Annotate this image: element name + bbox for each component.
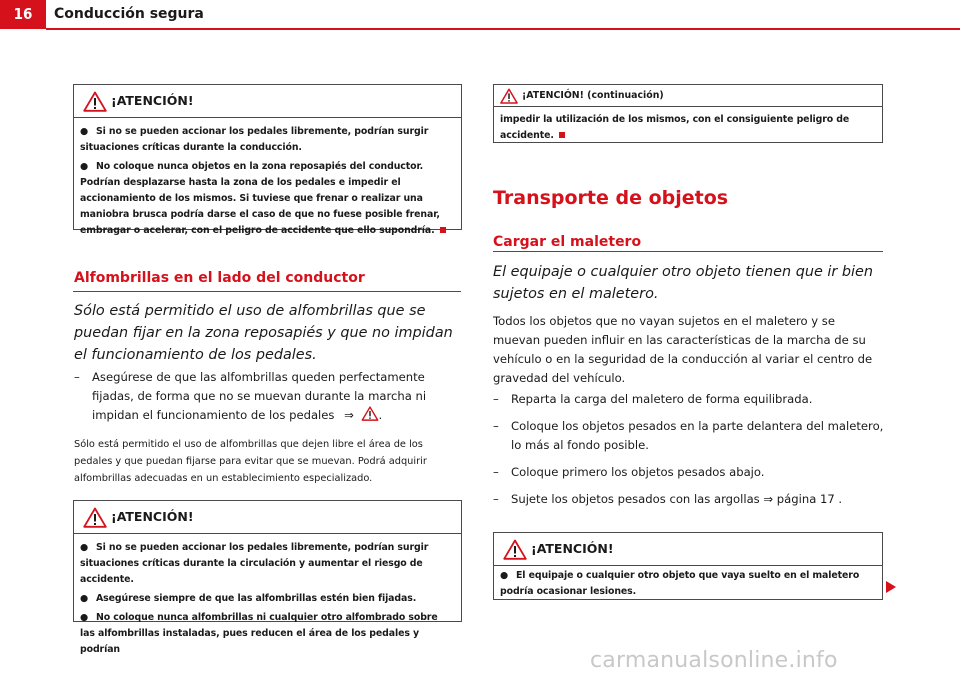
warning-body — [494, 566, 882, 600]
bullet-icon: ● — [80, 612, 89, 623]
section-note: Sólo está permitido el uso de alfombrillas que dejen libre el área de los pedales y que puedan fijarse para evitar que se muevan. Podrá adquirir alfombrillas adecuadas en un establecimiento especializado. — [74, 439, 427, 484]
bullet-icon: ● — [80, 161, 89, 172]
instruction-step: – Coloque los objetos pesados en la parte delantera del maletero, lo más al fondo posible. — [493, 419, 884, 452]
chapter-heading-transport: Transporte de objetos — [493, 187, 729, 209]
warning-triangle-icon — [500, 88, 518, 104]
warning-item: ● El equipaje o cualquier otro objeto que vaya suelto en el maletero podría ocasionar lesiones. — [500, 570, 860, 597]
watermark: carmanualsonline.info — [590, 648, 838, 673]
warning-item: ● Si no se pueden accionar los pedales libremente, podrían surgir situaciones críticas durante la conducción. — [80, 126, 429, 153]
reference-arrow: ⇒ — [344, 408, 354, 422]
bullet-icon: ● — [80, 542, 89, 553]
warning-triangle-icon — [503, 539, 527, 560]
warning-header — [74, 501, 461, 534]
instruction-step: – Reparta la carga del maletero de forma equilibrada. — [493, 392, 813, 406]
warning-header — [494, 85, 882, 107]
warning-item: impedir la utilización de los mismos, con el consiguiente peligro de accidente. — [500, 114, 850, 141]
page-number: 16 — [0, 0, 46, 29]
heading-rule — [493, 251, 883, 252]
warning-title: ¡ATENCIÓN! — [531, 541, 614, 556]
warning-triangle-icon — [361, 406, 379, 421]
warning-body — [74, 534, 461, 658]
warning-box-continuation — [493, 84, 883, 143]
section-paragraph: Todos los objetos que no vayan sujetos en el maletero y se muevan pueden influir en las características de la marcha de su vehículo o en la seguridad de la conducción al variar el centro de gravedad del vehículo. — [493, 314, 873, 385]
instruction-step: – Sujete los objetos pesados con las argollas ⇒ página 17 . — [493, 492, 843, 506]
running-header-title: Conducción segura — [54, 6, 204, 22]
header-rule — [46, 28, 960, 30]
warning-item: ● Asegúrese siempre de que las alfombrillas estén bien fijadas. — [80, 591, 455, 607]
warning-triangle-icon — [83, 91, 107, 112]
section-heading-load-trunk: Cargar el maletero — [493, 234, 642, 250]
warning-box-pedals — [73, 84, 462, 236]
warning-body — [74, 118, 461, 239]
warning-item: ● Si no se pueden accionar los pedales libremente, podrían surgir situaciones críticas durante la circulación y aumentar el riesgo de accidente. — [80, 542, 429, 585]
warning-triangle-icon — [83, 507, 107, 528]
warning-box-floor-mats — [73, 500, 462, 655]
end-of-section-mark — [440, 227, 446, 233]
warning-title: ¡ATENCIÓN! (continuación) — [522, 90, 664, 101]
section-intro: El equipaje o cualquier otro objeto tienen que ir bien sujetos en el maletero. — [493, 264, 873, 302]
warning-title: ¡ATENCIÓN! — [111, 93, 194, 108]
heading-rule — [73, 291, 461, 292]
warning-item: ● No coloque nunca objetos en la zona reposapiés del conductor. Podrían desplazarse hasta la zona de los pedales e impedir el accionamiento de los mismos. Si tuviese que frenar o realizar una maniobra brusca podría darse el caso de que no fuese posible frenar, embragar o acelerar, con el peligro de accidente que ello supondría. — [80, 159, 455, 239]
instruction-step: – Asegúrese de que las alfombrillas queden perfectamente fijadas, de forma que no se muevan durante la marcha ni impidan el funcionamiento de los pedales ⇒ . — [74, 370, 427, 422]
end-of-section-mark — [559, 132, 565, 138]
section-heading-floor-mats: Alfombrillas en el lado del conductor — [74, 270, 365, 286]
bullet-icon: ● — [500, 570, 509, 581]
continue-arrow-icon — [885, 580, 897, 594]
section-intro: Sólo está permitido el uso de alfombrillas que se puedan fijar en la zona reposapiés y que no impidan el funcionamiento de los pedales. — [74, 303, 453, 363]
warning-box-loose-objects — [493, 532, 883, 600]
instruction-step: – Coloque primero los objetos pesados abajo. — [493, 465, 765, 479]
warning-item: ● No coloque nunca alfombrillas ni cualquier otro alfombrado sobre las alfombrillas instaladas, pues reducen el área de los pedales y podrían — [80, 612, 438, 655]
bullet-icon: ● — [80, 593, 89, 604]
warning-header — [494, 533, 882, 566]
bullet-icon: ● — [80, 126, 89, 137]
warning-body — [494, 107, 882, 144]
warning-header — [74, 85, 461, 118]
warning-title: ¡ATENCIÓN! — [111, 509, 194, 524]
